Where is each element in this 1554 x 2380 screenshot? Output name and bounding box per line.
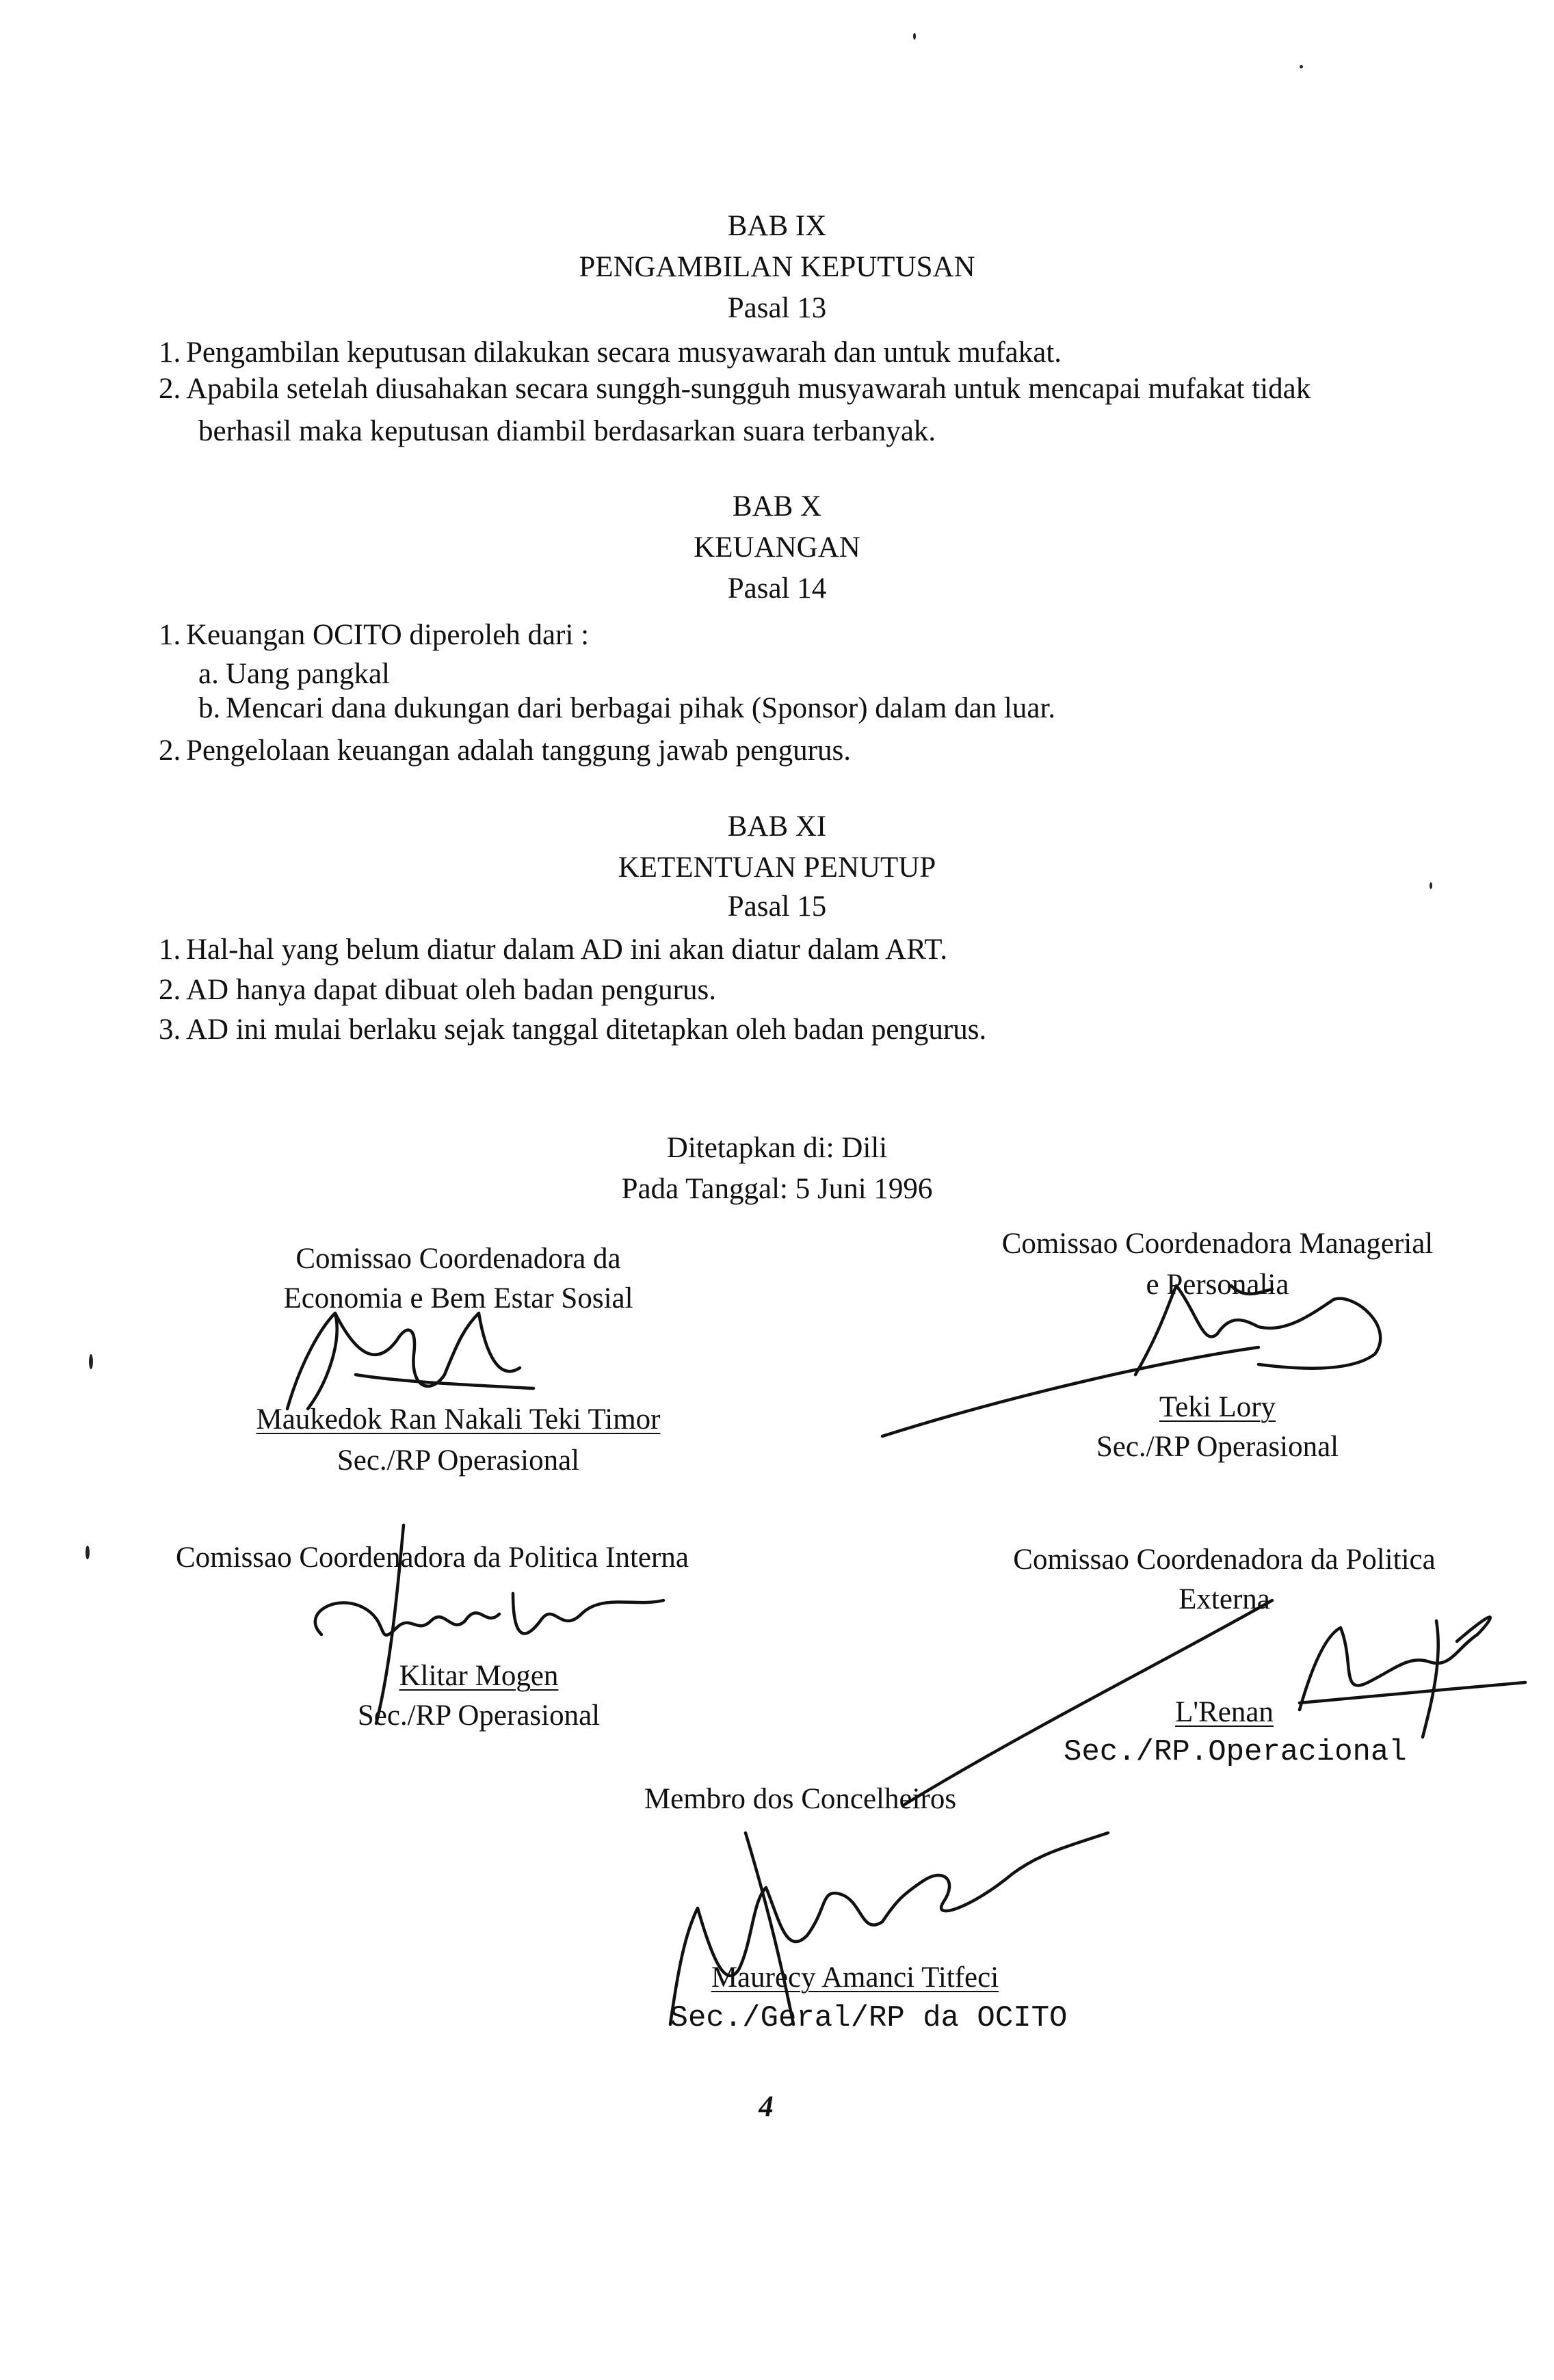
economia-name: Maukedok Ran Nakali Teki Timor bbox=[256, 1403, 661, 1436]
bab-x-title: KEUANGAN bbox=[694, 531, 860, 564]
interna-name: Klitar Mogen bbox=[399, 1660, 559, 1692]
scan-speck bbox=[1300, 65, 1303, 68]
concelheiros-name: Maurecy Amanci Titfeci bbox=[711, 1961, 999, 1994]
externa-org-line2: Externa bbox=[1178, 1583, 1270, 1615]
scan-speck bbox=[913, 33, 916, 40]
economia-org-line1: Comissao Coordenadora da bbox=[295, 1243, 621, 1275]
list-item-continuation: berhasil maka keputusan diambil berdasarkan suara terbanyak. bbox=[198, 415, 936, 447]
concelheiros-role: Sec./Geral/RP da OCITO bbox=[670, 2001, 1068, 2035]
externa-signature bbox=[889, 1559, 1532, 1819]
enactment-date: Pada Tanggal: 5 Juni 1996 bbox=[621, 1173, 933, 1205]
economia-org-line2: Economia e Bem Estar Sosial bbox=[283, 1282, 633, 1314]
scan-speck bbox=[1430, 882, 1432, 889]
list-item: 1. Hal-hal yang belum diatur dalam AD ini akan diatur dalam ART. bbox=[159, 934, 948, 966]
economia-role: Sec./RP Operasional bbox=[337, 1444, 580, 1477]
interna-role: Sec./RP Operasional bbox=[357, 1700, 601, 1732]
managerial-org-line2: e Personalia bbox=[1146, 1269, 1289, 1301]
bab-ix-heading: BAB IX bbox=[727, 210, 827, 242]
list-item: a. Uang pangkal bbox=[198, 658, 391, 690]
bab-ix-title: PENGAMBILAN KEPUTUSAN bbox=[579, 251, 975, 283]
interna-org: Comissao Coordenadora da Politica Interna bbox=[176, 1542, 689, 1574]
list-item: 2. Apabila setelah diusahakan secara sunggh-sungguh musyawarah untuk mencapai mufakat tidak bbox=[159, 373, 1311, 405]
scan-speck bbox=[89, 1354, 93, 1369]
page-number: 4 bbox=[759, 2091, 774, 2123]
pasal-14: Pasal 14 bbox=[727, 572, 827, 605]
list-item: 1. Pengambilan keputusan dilakukan secara musyawarah dan untuk mufakat. bbox=[159, 336, 1062, 369]
externa-org-line1: Comissao Coordenadora da Politica bbox=[1013, 1544, 1436, 1576]
bab-xi-title: KETENTUAN PENUTUP bbox=[618, 851, 936, 884]
scan-speck bbox=[85, 1546, 90, 1559]
list-item: 3. AD ini mulai berlaku sejak tanggal ditetapkan oleh badan pengurus. bbox=[159, 1014, 987, 1046]
bab-xi-heading: BAB XI bbox=[727, 810, 827, 843]
enactment-place: Ditetapkan di: Dili bbox=[666, 1132, 888, 1164]
list-item: 2. AD hanya dapat dibuat oleh badan pengurus. bbox=[159, 974, 716, 1006]
externa-role: Sec./RP.Operacional bbox=[1064, 1735, 1407, 1769]
externa-name: L'Renan bbox=[1175, 1696, 1274, 1728]
pasal-13: Pasal 13 bbox=[727, 292, 827, 324]
pasal-15: Pasal 15 bbox=[727, 890, 827, 923]
list-item: b. Mencari dana dukungan dari berbagai pihak (Sponsor) dalam dan luar. bbox=[198, 692, 1056, 724]
managerial-org-line1: Comissao Coordenadora Managerial bbox=[1001, 1228, 1434, 1260]
list-item: 1. Keuangan OCITO diperoleh dari : bbox=[159, 619, 590, 651]
bab-x-heading: BAB X bbox=[732, 490, 822, 523]
managerial-name: Teki Lory bbox=[1159, 1391, 1276, 1423]
concelheiros-org: Membro dos Concelheiros bbox=[644, 1783, 957, 1815]
managerial-role: Sec./RP Operasional bbox=[1096, 1431, 1339, 1463]
list-item: 2. Pengelolaan keuangan adalah tanggung jawab pengurus. bbox=[159, 735, 851, 767]
